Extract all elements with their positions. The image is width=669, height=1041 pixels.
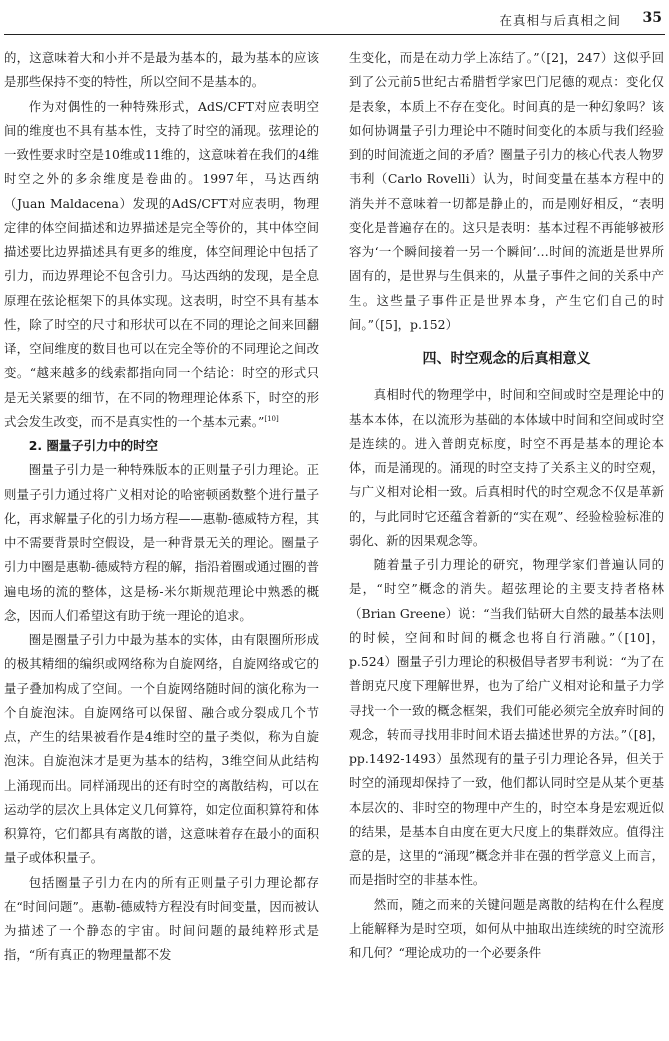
paragraph: 真相时代的物理学中，时间和空间或时空是理论中的基本本体，在以流形为基础的本体域中时间和空间或时空是连续的。进入普朗克标度，时空不再是基本的理论本体，而是涌现的。涌现的时空支持了关系主义的时空观，与广义相对论相一致。后真相时代的时空观念不仅是革新的，与此同时它还蕴含着新的“实在观”、经验检验标准的弱化、新的因果观念等。 [349, 387, 664, 548]
section-heading: 2. 圈量子引力中的时空 [28, 438, 158, 453]
paragraph: 圈是圈量子引力中最为基本的实体，由有限圈所形成的极其精细的编织或网络称为自旋网络，自旋网络或它的量子叠加构成了空间。一个自旋网络随时间的演化称为一个自旋泡沫。自旋网络可以保留、融合或分裂成几个节点，产生的结果被看作是4维时空的量子类似，称为自旋泡沫。自旋泡沫才是更为基本的结构，3维空间从此结构上涌现而出。同样涌现出的还有时空的离散结构，可以在运动学的层次上具体定义几何算符，如定位面积算符和体积算符，它们都具有离散的谱，这意味着存在最小的面积量子或体积量子。 [4, 632, 319, 866]
section-heading: 四、时空观念的后真相意义 [422, 351, 591, 367]
paragraph: 的，这意味着大和小并不是最为基本的，最为基本的应该是那些保持不变的特性，所以空间不是基本的。 [4, 50, 319, 90]
left-column [4, 46, 319, 968]
paragraph: 然而，随之而来的关键问题是离散的结构在什么程度上能解释为是时空项，如何从中抽取出连续统的时空流形和几何？“理论成功的一个必要条件 [349, 896, 664, 960]
page-number: 35 [642, 10, 662, 26]
paragraph: 圈量子引力是一种特殊版本的正则量子引力理论。正则量子引力通过将广义相对论的哈密顿函数整个进行量子化，再求解量子化的引力场方程——惠勒-德威特方程，其中不需要背景时空假设，是一种背景无关的理论。圈量子引力中圈是惠勒-德威特方程的解，指沿着圈或通过圈的普遍电场的流的整体，这是杨-米尔斯规范理论中熟悉的概念，因而人们希望这有助于统一理论的追求。 [4, 462, 319, 623]
paragraph [4, 95, 319, 435]
paragraph: 随着量子引力理论的研究，物理学家们普遍认同的是，“时空”概念的消失。超弦理论的主要支持者格林（Brian Greene）说：“当我们钻研大自然的最基本法则的时候，空间和时间的概念也将自行消融。”（[10]，p.524）圈量子引力理论的积极倡导者罗韦利说：“为了在普朗克尺度下理解世界，也为了给广义相对论和量子力学寻找一个一致的概念框架，我们可能必须完全放弃时间的观念，转而寻找用非时间术语去描述世界的方法。”（[8]，pp.1492-1493）虽然现有的量子引力理论各异，但关于时空的涌现却保持了一致，他们都认同时空是从某个更基本层次的、非时空的物理中产生的，时空本身是宏观近似的结果，是基本自由度在更大尺度上的集群效应。值得注意的是，这里的“涌现”概念并非在强的哲学意义上而言，而是指时空的非基本性。 [349, 557, 664, 888]
paragraph: 包括圈量子引力在内的所有正则量子引力理论都存在“时间问题”。惠勒-德威特方程没有时间变量，因而被认为描述了一个静态的宇宙。时间问题的最纯粹形式是指，“所有真正的物理量都不发 [4, 874, 319, 963]
right-column [349, 46, 664, 965]
paragraph: 生变化，而是在动力学上冻结了。”（[2]，247）这似乎回到了公元前5世纪古希腊哲学家巴门尼德的观点：变化仅是表象，本质上不存在变化。时间真的是一种幻象吗？该如何协调量子引力理论中不随时间变化的本质与我们经验到的时间流逝之间的矛盾？圈量子引力的核心代表人物罗韦利（Carlo Rovelli）认为，时间变量在基本方程中的消失并不意味着一切都是静止的，而是刚好相反，“表明变化是普遍存在的。这只是表明：基本过程不再能够被形容为‘一个瞬间接着一另一个瞬间’…时间的流逝是世界所固有的，是世界与生俱来的，从量子事件之间的关系中产生。这些量子事件正是世界本身，产生它们自己的时间。”（[5]，p.152） [349, 50, 664, 332]
paragraph-text: 作为对偶性的一种特殊形式，AdS/CFT对应表明空间的维度也不具有基本性，支持了时空的涌现。弦理论的一致性要求时空是10维或11维的，这意味着在我们的4维时空之外的多余维度是卷曲的。1997年，马达西纳（Juan Maldacena）发现的AdS/CFT对应表明，物理定律的体空间描述和边界描述是完全等价的，其中体空间描述要比边界描述具有更多的维度，体空间理论中包括了引力，而边界理论不包含引力。马达西纳的发现，是全息原理在弦论框架下的具体实现。这表明，时空不具有基本性，除了时空的尺寸和形状可以在不同的理论之间来回翻译，空间维度的数目也可以在完全等价的不同理论之间改变。“越来越多的线索都指向同一个结论：时空的形式只是无关紧要的细节，在不同的物理理论体系下，时空的形式会发生改变，而不是真实性的一个基本元素。” [4, 98, 319, 429]
header-rule [4, 34, 665, 35]
running-head-title: 在真相与后真相之间 [499, 13, 621, 28]
citation: [10] [264, 414, 279, 423]
running-head [0, 0, 669, 38]
